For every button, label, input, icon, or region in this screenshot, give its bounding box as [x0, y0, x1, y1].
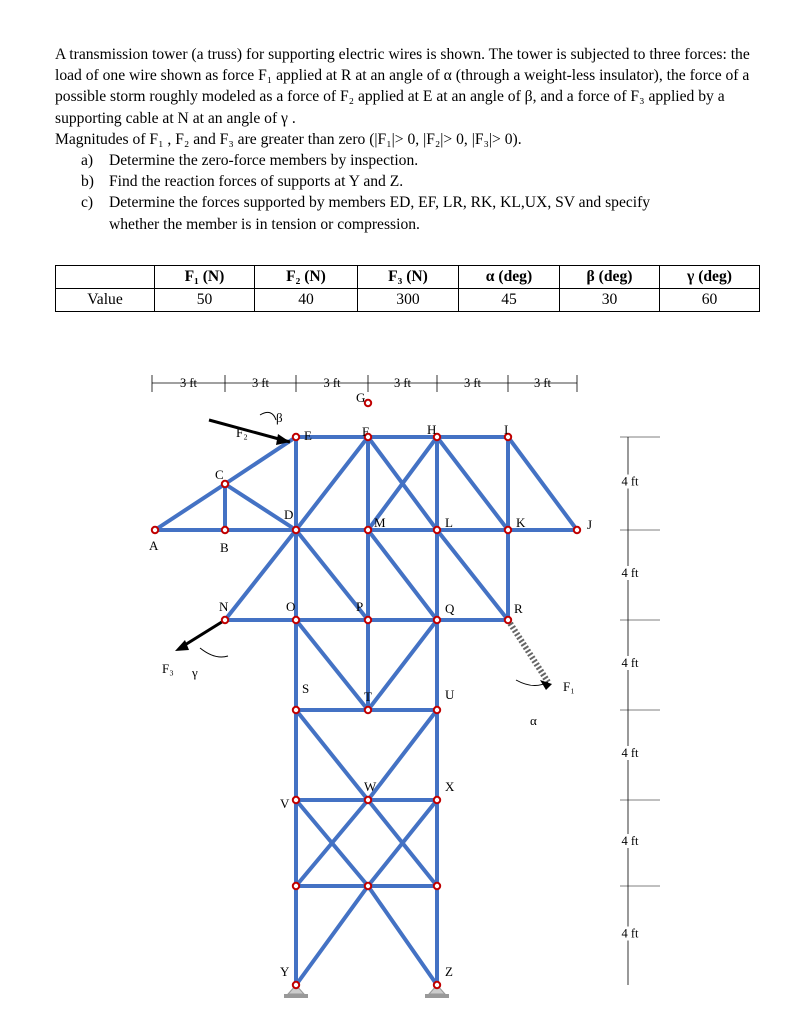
node-label-F: F: [362, 424, 370, 439]
member-OT: [296, 620, 368, 710]
node-label-S: S: [302, 681, 310, 696]
node-label-Y: Y: [280, 964, 290, 979]
member-SW: [296, 710, 368, 800]
problem-magnitudes: Magnitudes of F₁ , F₂ and F₃ are greater than zero (|F₁|> 0, |F₂|> 0, |F₃|> 0).: [55, 130, 522, 148]
part-text: Determine the forces supported by members ED, EF, LR, RK, KL,UX, SV and specify: [109, 194, 651, 212]
dim-label-v: 4 ft: [621, 746, 639, 760]
dim-label-h: 3 ft: [323, 376, 341, 390]
member-AC: [155, 484, 225, 530]
joint-A: [152, 527, 158, 533]
joint-J: [574, 527, 580, 533]
node-label-I: I: [504, 422, 509, 437]
member-FD: [296, 437, 368, 530]
table-row-label: Value: [56, 289, 155, 312]
node-label-Z: Z: [445, 964, 453, 979]
joint-R: [505, 617, 511, 623]
joint-Y: [293, 982, 299, 988]
joint-V: [293, 797, 299, 803]
force-F3-arrowhead: [175, 640, 189, 651]
joint-X2: [434, 883, 440, 889]
problem-statement: [55, 44, 755, 235]
node-label-G: G: [356, 390, 366, 405]
node-label-D: D: [284, 507, 294, 522]
truss-labels: [149, 375, 660, 985]
joint-Q: [434, 617, 440, 623]
joint-O: [293, 617, 299, 623]
member-YW2: [296, 886, 368, 985]
node-label-L: L: [445, 515, 453, 530]
node-label-O: O: [286, 599, 296, 614]
joint-S2: [293, 883, 299, 889]
truss-figure: [0, 370, 787, 1010]
force-label-F2: F₂: [236, 425, 248, 440]
node-label-J: J: [587, 517, 593, 532]
joint-D: [293, 527, 299, 533]
node-label-X: X: [445, 779, 455, 794]
dim-label-h: 3 ft: [251, 376, 270, 390]
dim-label-v: 4 ft: [621, 566, 639, 580]
part-text: Find the reaction forces of supports at Y and Z.: [109, 173, 404, 191]
table-header-cell: [56, 266, 155, 289]
table-cell: 30: [560, 289, 660, 312]
member-TQ: [368, 620, 437, 710]
insulator-icon: [508, 620, 548, 682]
angle-gamma-arc: [200, 648, 228, 657]
joint-E: [293, 434, 299, 440]
node-label-P: P: [356, 599, 364, 614]
dim-label-h: 3 ft: [393, 376, 412, 390]
problem-parts: [55, 150, 755, 235]
part-text-continuation: whether the member is in tension or compression.: [109, 215, 420, 233]
dim-label-v: 4 ft: [621, 926, 639, 941]
table-header-cell: F₂ (N): [255, 266, 358, 289]
joint-B: [222, 527, 228, 533]
dim-label-h: 3 ft: [463, 376, 482, 390]
node-label-T: T: [364, 689, 372, 704]
part-marker: b): [81, 173, 94, 191]
node-label-M: M: [374, 515, 386, 530]
angle-label-beta: β: [276, 410, 283, 425]
node-label-W: W: [364, 779, 377, 794]
problem-intro: A transmission tower (a truss) for supporting electric wires is shown. The tower is subjected to three forces: the load of one wire shown as force F₁ applied at R at an angle of α (through a weight-less insulator), the force of a possible storm roughly modeled as a force of F₂ applied at E at an angle of β, and a force of F₃ applied by a supporting cable at N at an angle of γ .: [55, 46, 750, 127]
dim-label-v: 4 ft: [621, 834, 639, 848]
part-b: [81, 171, 755, 192]
member-CE: [225, 437, 296, 484]
support-Z-base: [425, 994, 449, 998]
node-label-K: K: [516, 515, 526, 530]
joint-G: [365, 400, 371, 406]
node-label-U: U: [445, 687, 455, 702]
support-Y-base: [284, 994, 308, 998]
joint-U: [434, 707, 440, 713]
node-label-A: A: [149, 538, 159, 553]
joint-S: [293, 707, 299, 713]
part-marker: a): [81, 152, 94, 170]
joint-X: [434, 797, 440, 803]
table-cell: 50: [155, 289, 255, 312]
node-label-C: C: [215, 467, 224, 482]
table-cell: 60: [660, 289, 760, 312]
part-c: [81, 192, 755, 234]
table-header-cell: γ (deg): [660, 266, 760, 289]
dim-label-v: 4 ft: [621, 474, 639, 489]
joint-W2: [365, 883, 371, 889]
dim-label-v: 4 ft: [621, 656, 639, 670]
node-label-N: N: [219, 599, 229, 614]
joint-L: [434, 527, 440, 533]
member-WU: [368, 710, 437, 800]
table-row: [56, 289, 760, 312]
node-label-Q: Q: [445, 601, 455, 616]
table-header-cell: F₁ (N): [155, 266, 255, 289]
table-cell: 40: [255, 289, 358, 312]
part-a: [81, 150, 755, 171]
angle-label-alpha: α: [530, 713, 537, 728]
joint-Z: [434, 982, 440, 988]
table-cell: 45: [459, 289, 560, 312]
part-text: Determine the zero-force members by inspection.: [109, 152, 419, 170]
member-MQ: [368, 530, 437, 620]
joint-W: [365, 797, 371, 803]
node-label-B: B: [220, 540, 229, 555]
joint-P: [365, 617, 371, 623]
angle-label-gamma: γ: [192, 665, 198, 680]
table-cell: 300: [358, 289, 459, 312]
node-label-R: R: [514, 601, 523, 616]
dim-label-h: 3 ft: [533, 376, 552, 390]
angle-beta-arc: [260, 412, 276, 420]
table-header-cell: F₃ (N): [358, 266, 459, 289]
force-F3-arrow: [180, 620, 225, 648]
joint-M: [365, 527, 371, 533]
node-label-V: V: [280, 796, 290, 811]
node-label-E: E: [304, 428, 312, 443]
node-label-H: H: [427, 422, 437, 437]
table-header-cell: α (deg): [459, 266, 560, 289]
dim-label-h: 3 ft: [179, 376, 198, 390]
table-header-cell: β (deg): [560, 266, 660, 289]
force-label-F3: F₃: [162, 661, 174, 676]
joint-K: [505, 527, 511, 533]
joint-N: [222, 617, 228, 623]
values-table: [55, 265, 760, 312]
member-W2Z: [368, 886, 437, 985]
table-header-row: [56, 266, 760, 289]
part-marker: c): [81, 194, 94, 212]
force-label-F1: F₁: [563, 679, 575, 694]
joint-T: [365, 707, 371, 713]
